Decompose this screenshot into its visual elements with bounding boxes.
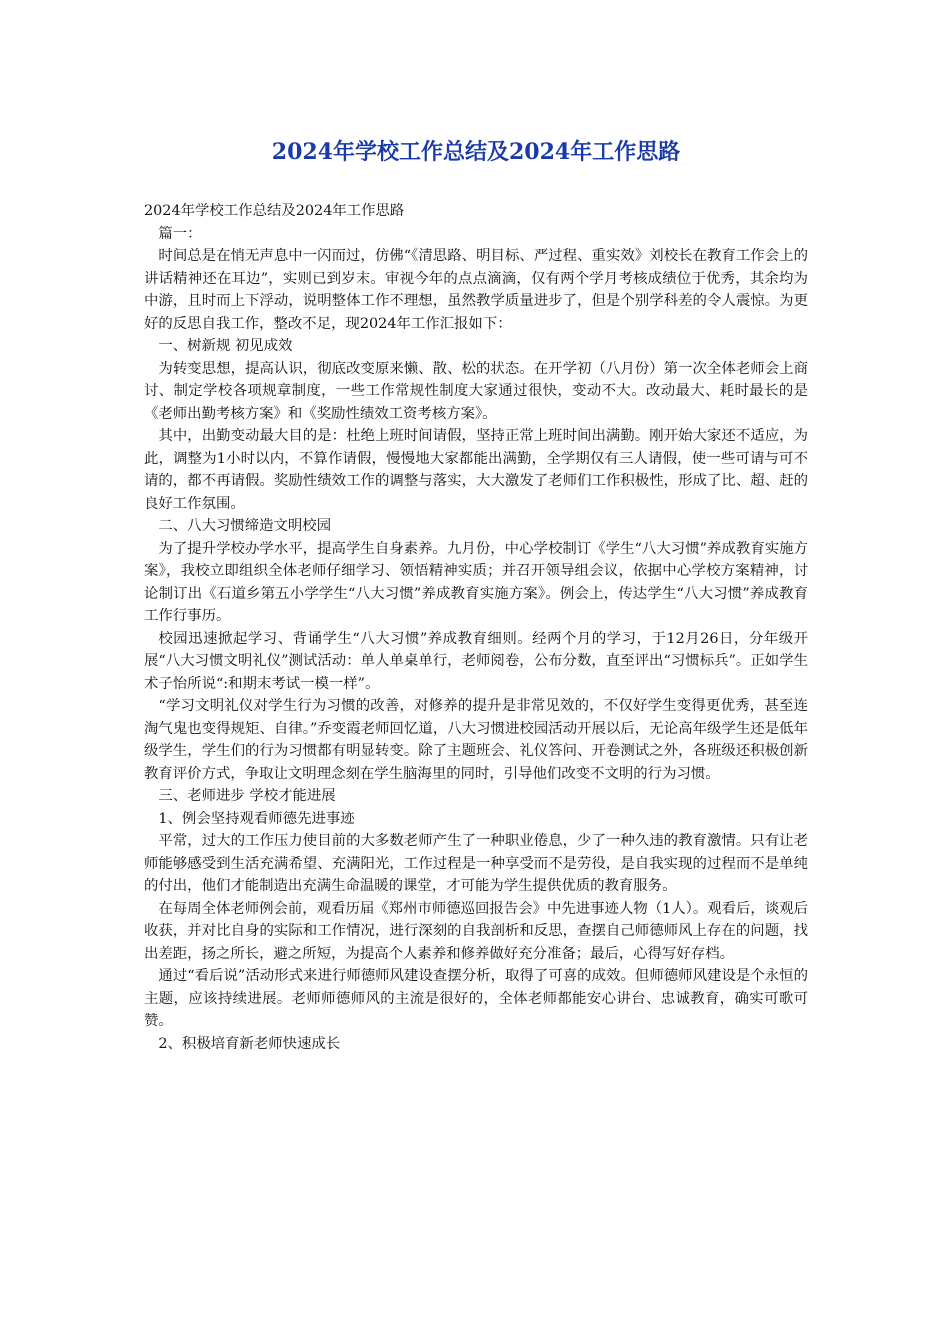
- subsection-heading: 1、例会坚持观看师德先进事迹: [158, 810, 355, 827]
- section-heading: 二、八大习惯缔造文明校园: [158, 518, 332, 534]
- paragraph: 时间总是在悄无声息中一闪而过，仿佛“《清思路、明目标、严过程、重实效》刘校长在教育工作会上的讲话精神还在耳边”，实则已到岁末。审视今年的点点滴滴，仅有两个学月考核成绩位于优秀，其余均为中游，且时而上下浮动，说明整体工作不理想，虽然教学质量进步了，但是个别学科差的令人震惊。为更好的反思自我工作，整改不足，现2024年工作汇报如下：: [144, 248, 808, 332]
- subsection-heading: 2、积极培育新老师快速成长: [158, 1035, 341, 1052]
- document-page: [144, 132, 808, 1055]
- paragraph: 校园迅速掀起学习、背诵学生“八大习惯”养成教育细则。经两个月的学习，于12月26日，分年级开展“八大习惯文明礼仪”测试活动：单人单桌单行，老师阅卷，公布分数，直至评出“习惯标兵”。正如学生术子怡所说“:和期末考试一模一样”。: [144, 630, 808, 692]
- paragraph: 通过“看后说”活动形式来进行师德师风建设查摆分析，取得了可喜的成效。但师德师风建设是个永恒的主题，应该持续进展。老师师德师风的主流是很好的，全体老师都能安心讲台、忠诚教育，确实可歌可赞。: [144, 968, 808, 1029]
- paragraph: 为了提升学校办学水平，提高学生自身素养。九月份，中心学校制订《学生“八大习惯”养成教育实施方案》，我校立即组织全体老师仔细学习、领悟精神实质；并召开领导组会议，依据中心学校方案精神，讨论制订出《石道乡第五小学学生“八大习惯”养成教育实施方案》。例会上，传达学生“八大习惯”养成教育工作行事历。: [144, 540, 808, 624]
- paragraph: “学习文明礼仪对学生行为习惯的改善，对修养的提升是非常见效的，不仅好学生变得更优秀，甚至连淘气鬼也变得规矩、自律。”乔变霞老师回忆道，八大习惯进校园活动开展以后，无论高年级学生还是低年级学生，学生们的行为习惯都有明显转变。除了主题班会、礼仪答问、开卷测试之外，各班级还积极创新教育评价方式，争取让文明理念刻在学生脑海里的同时，引导他们改变不文明的行为习惯。: [144, 698, 808, 782]
- section-heading: 三、老师进步 学校才能进展: [158, 788, 336, 804]
- paragraph: 为转变思想，提高认识，彻底改变原来懒、散、松的状态。在开学初（八月份）第一次全体老师会上商讨、制定学校各项规章制度，一些工作常规性制度大家通过很快，变动不大。改动最大、耗时最长的是《老师出勤考核方案》和《奖励性绩效工资考核方案》。: [144, 360, 808, 422]
- paragraph: 篇一：: [158, 225, 202, 242]
- section-heading: 一、树新规 初见成效: [158, 338, 293, 354]
- paragraph: 在每周全体老师例会前，观看历届《郑州市师德巡回报告会》中先进事迹人物（1人）。观看后，谈观后收获，并对比自身的实际和工作情况，进行深刻的自我剖析和反思，查摆自己师德师风上存在的问题，找出差距，扬之所长，避之所短，为提高个人素养和修养做好充分准备；最后，心得写好存档。: [144, 900, 808, 962]
- document-body: [144, 200, 808, 1055]
- document-title: 2024年学校工作总结及2024年工作思路: [271, 139, 681, 165]
- paragraph: 其中，出勤变动最大目的是：杜绝上班时间请假，坚持正常上班时间出满勤。刚开始大家还不适应，为此，调整为1小时以内，不算作请假，慢慢地大家都能出满勤，全学期仅有三人请假，使一些可请与可不请的，都不再请假。奖励性绩效工作的调整与落实，大大激发了老师们工作积极性，形成了比、超、赶的良好工作氛围。: [144, 428, 808, 512]
- subtitle-line: 2024年学校工作总结及2024年工作思路: [144, 203, 405, 219]
- paragraph: 平常，过大的工作压力使目前的大多数老师产生了一种职业倦息，少了一种久违的教育激情。只有让老师能够感受到生活充满希望、充满阳光，工作过程是一种享受而不是劳役，是自我实现的过程而不是单纯的付出，他们才能制造出充满生命温暖的课堂，才可能为学生提供优质的教育服务。: [144, 833, 808, 894]
